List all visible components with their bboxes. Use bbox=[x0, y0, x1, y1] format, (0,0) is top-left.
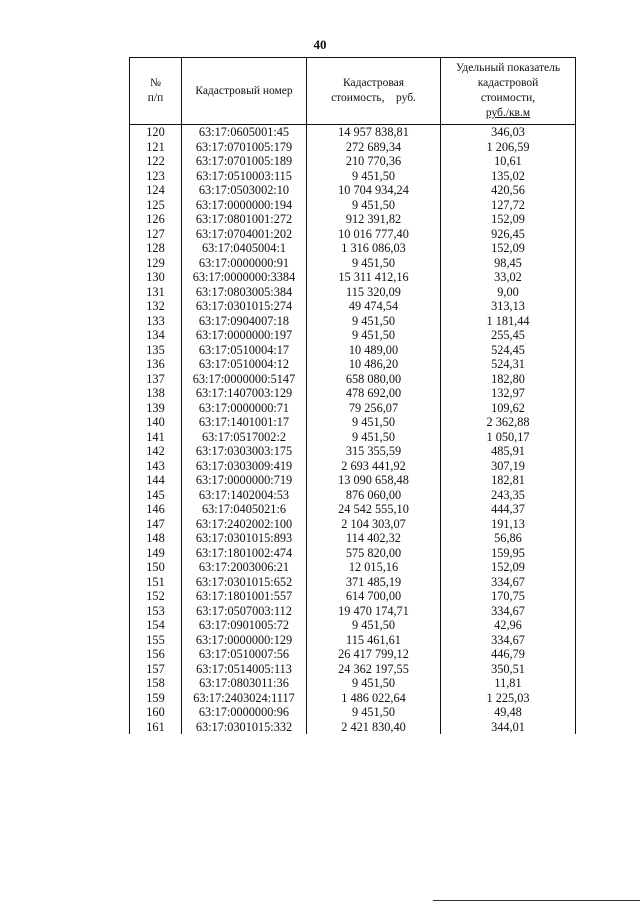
row-number-cell: 138 bbox=[130, 386, 182, 401]
cadastral-value-cell: 9 451,50 bbox=[307, 705, 441, 720]
cadastral-value-cell: 658 080,00 bbox=[307, 372, 441, 387]
table-row bbox=[130, 125, 576, 140]
page-number: 40 bbox=[313, 37, 327, 52]
specific-indicator-cell: 9,00 bbox=[441, 285, 576, 300]
cadastral-number-cell: 63:17:0503002:10 bbox=[182, 183, 307, 198]
cadastral-number-cell: 63:17:1401001:17 bbox=[182, 415, 307, 430]
row-number-cell: 135 bbox=[130, 343, 182, 358]
cadastral-value-table bbox=[129, 57, 576, 734]
cadastral-number-cell: 63:17:0510003:115 bbox=[182, 169, 307, 184]
row-number-cell: 160 bbox=[130, 705, 182, 720]
table-row bbox=[130, 372, 576, 387]
cadastral-number-cell: 63:17:1801001:557 bbox=[182, 589, 307, 604]
header-cadastral-number bbox=[182, 58, 307, 125]
table-row bbox=[130, 198, 576, 213]
row-number-cell: 161 bbox=[130, 720, 182, 735]
cadastral-number-cell: 63:17:0803011:36 bbox=[182, 676, 307, 691]
cadastral-number-cell: 63:17:0514005:113 bbox=[182, 662, 307, 677]
cadastral-value-cell: 1 316 086,03 bbox=[307, 241, 441, 256]
specific-indicator-cell: 159,95 bbox=[441, 546, 576, 561]
row-number-cell: 149 bbox=[130, 546, 182, 561]
specific-indicator-cell: 444,37 bbox=[441, 502, 576, 517]
cadastral-number-cell: 63:17:0303009:419 bbox=[182, 459, 307, 474]
cadastral-number-cell: 63:17:0510004:12 bbox=[182, 357, 307, 372]
table-row bbox=[130, 183, 576, 198]
header-cadastral-value-line2: стоимость, руб. bbox=[331, 92, 416, 104]
cadastral-value-cell: 19 470 174,71 bbox=[307, 604, 441, 619]
row-number-cell: 128 bbox=[130, 241, 182, 256]
cadastral-value-cell: 2 104 303,07 bbox=[307, 517, 441, 532]
cadastral-number-cell: 63:17:0510007:56 bbox=[182, 647, 307, 662]
cadastral-number-cell: 63:17:0000000:96 bbox=[182, 705, 307, 720]
specific-indicator-cell: 446,79 bbox=[441, 647, 576, 662]
specific-indicator-cell: 344,01 bbox=[441, 720, 576, 735]
row-number-cell: 136 bbox=[130, 357, 182, 372]
table-row bbox=[130, 357, 576, 372]
table-row bbox=[130, 589, 576, 604]
specific-indicator-cell: 152,09 bbox=[441, 560, 576, 575]
specific-indicator-cell: 135,02 bbox=[441, 169, 576, 184]
header-specific-indicator bbox=[441, 58, 576, 125]
row-number-cell: 147 bbox=[130, 517, 182, 532]
table-row bbox=[130, 575, 576, 590]
table-row bbox=[130, 488, 576, 503]
cadastral-value-cell: 1 486 022,64 bbox=[307, 691, 441, 706]
cadastral-value-cell: 9 451,50 bbox=[307, 415, 441, 430]
table-row bbox=[130, 720, 576, 735]
specific-indicator-cell: 10,61 bbox=[441, 154, 576, 169]
cadastral-number-cell: 63:17:2402002:100 bbox=[182, 517, 307, 532]
cadastral-value-cell: 13 090 658,48 bbox=[307, 473, 441, 488]
cadastral-value-cell: 2 421 830,40 bbox=[307, 720, 441, 735]
row-number-cell: 124 bbox=[130, 183, 182, 198]
cadastral-value-cell: 478 692,00 bbox=[307, 386, 441, 401]
cadastral-value-cell: 9 451,50 bbox=[307, 328, 441, 343]
specific-indicator-cell: 132,97 bbox=[441, 386, 576, 401]
table-row bbox=[130, 546, 576, 561]
header-specific-indicator-line1: Удельный показатель bbox=[455, 62, 561, 74]
cadastral-value-cell: 10 016 777,40 bbox=[307, 227, 441, 242]
table-header-row bbox=[130, 58, 576, 125]
table-row bbox=[130, 241, 576, 256]
row-number-cell: 153 bbox=[130, 604, 182, 619]
cadastral-number-cell: 63:17:0904007:18 bbox=[182, 314, 307, 329]
cadastral-number-cell: 63:17:0000000:71 bbox=[182, 401, 307, 416]
specific-indicator-cell: 255,45 bbox=[441, 328, 576, 343]
table-row bbox=[130, 662, 576, 677]
table-row bbox=[130, 444, 576, 459]
cadastral-value-cell: 9 451,50 bbox=[307, 169, 441, 184]
table-row bbox=[130, 343, 576, 358]
row-number-cell: 120 bbox=[130, 125, 182, 140]
cadastral-value-cell: 876 060,00 bbox=[307, 488, 441, 503]
specific-indicator-cell: 485,91 bbox=[441, 444, 576, 459]
row-number-cell: 130 bbox=[130, 270, 182, 285]
cadastral-number-cell: 63:17:0000000:719 bbox=[182, 473, 307, 488]
table-row bbox=[130, 473, 576, 488]
table-body bbox=[130, 125, 576, 735]
row-number-cell: 159 bbox=[130, 691, 182, 706]
table-row bbox=[130, 502, 576, 517]
row-number-cell: 158 bbox=[130, 676, 182, 691]
cadastral-number-cell: 63:17:1407003:129 bbox=[182, 386, 307, 401]
cadastral-value-cell: 10 486,20 bbox=[307, 357, 441, 372]
table-row bbox=[130, 560, 576, 575]
bottom-divider bbox=[433, 900, 640, 901]
cadastral-value-cell: 14 957 838,81 bbox=[307, 125, 441, 140]
table-row bbox=[130, 212, 576, 227]
cadastral-number-cell: 63:17:0301015:893 bbox=[182, 531, 307, 546]
header-row-number-line2: п/п bbox=[147, 92, 164, 104]
specific-indicator-cell: 346,03 bbox=[441, 125, 576, 140]
cadastral-value-cell: 15 311 412,16 bbox=[307, 270, 441, 285]
cadastral-number-cell: 63:17:0303003:175 bbox=[182, 444, 307, 459]
table-row bbox=[130, 169, 576, 184]
specific-indicator-cell: 182,80 bbox=[441, 372, 576, 387]
specific-indicator-cell: 1 181,44 bbox=[441, 314, 576, 329]
specific-indicator-cell: 109,62 bbox=[441, 401, 576, 416]
table-row bbox=[130, 256, 576, 271]
cadastral-value-cell: 115 461,61 bbox=[307, 633, 441, 648]
cadastral-value-cell: 12 015,16 bbox=[307, 560, 441, 575]
row-number-cell: 155 bbox=[130, 633, 182, 648]
specific-indicator-cell: 191,13 bbox=[441, 517, 576, 532]
table-row bbox=[130, 299, 576, 314]
header-cadastral-value-line1: Кадастровая bbox=[342, 77, 405, 89]
specific-indicator-cell: 243,35 bbox=[441, 488, 576, 503]
table-row bbox=[130, 401, 576, 416]
cadastral-number-cell: 63:17:0301015:652 bbox=[182, 575, 307, 590]
specific-indicator-cell: 524,45 bbox=[441, 343, 576, 358]
table-row bbox=[130, 227, 576, 242]
cadastral-number-cell: 63:17:1402004:53 bbox=[182, 488, 307, 503]
row-number-cell: 142 bbox=[130, 444, 182, 459]
specific-indicator-cell: 313,13 bbox=[441, 299, 576, 314]
row-number-cell: 139 bbox=[130, 401, 182, 416]
table-row bbox=[130, 633, 576, 648]
header-specific-indicator-line4: руб./кв.м bbox=[485, 107, 531, 119]
cadastral-value-cell: 614 700,00 bbox=[307, 589, 441, 604]
header-cadastral-value bbox=[307, 58, 441, 125]
row-number-cell: 126 bbox=[130, 212, 182, 227]
table-row bbox=[130, 604, 576, 619]
row-number-cell: 141 bbox=[130, 430, 182, 445]
specific-indicator-cell: 127,72 bbox=[441, 198, 576, 213]
header-row-number bbox=[130, 58, 182, 125]
cadastral-value-cell: 9 451,50 bbox=[307, 198, 441, 213]
cadastral-number-cell: 63:17:0704001:202 bbox=[182, 227, 307, 242]
cadastral-value-cell: 575 820,00 bbox=[307, 546, 441, 561]
cadastral-number-cell: 63:17:0507003:112 bbox=[182, 604, 307, 619]
cadastral-value-cell: 315 355,59 bbox=[307, 444, 441, 459]
cadastral-number-cell: 63:17:0000000:91 bbox=[182, 256, 307, 271]
specific-indicator-cell: 182,81 bbox=[441, 473, 576, 488]
cadastral-number-cell: 63:17:0301015:332 bbox=[182, 720, 307, 735]
table-row bbox=[130, 285, 576, 300]
specific-indicator-cell: 334,67 bbox=[441, 575, 576, 590]
row-number-cell: 133 bbox=[130, 314, 182, 329]
specific-indicator-cell: 49,48 bbox=[441, 705, 576, 720]
cadastral-value-cell: 10 489,00 bbox=[307, 343, 441, 358]
row-number-cell: 154 bbox=[130, 618, 182, 633]
table-row bbox=[130, 618, 576, 633]
specific-indicator-cell: 350,51 bbox=[441, 662, 576, 677]
specific-indicator-cell: 1 050,17 bbox=[441, 430, 576, 445]
cadastral-value-cell: 2 693 441,92 bbox=[307, 459, 441, 474]
specific-indicator-cell: 334,67 bbox=[441, 604, 576, 619]
table-row bbox=[130, 531, 576, 546]
specific-indicator-cell: 152,09 bbox=[441, 241, 576, 256]
row-number-cell: 144 bbox=[130, 473, 182, 488]
cadastral-value-cell: 371 485,19 bbox=[307, 575, 441, 590]
cadastral-number-cell: 63:17:0701005:179 bbox=[182, 140, 307, 155]
cadastral-number-cell: 63:17:0605001:45 bbox=[182, 125, 307, 140]
cadastral-number-cell: 63:17:0000000:197 bbox=[182, 328, 307, 343]
specific-indicator-cell: 420,56 bbox=[441, 183, 576, 198]
cadastral-value-cell: 9 451,50 bbox=[307, 256, 441, 271]
cadastral-value-cell: 49 474,54 bbox=[307, 299, 441, 314]
specific-indicator-cell: 56,86 bbox=[441, 531, 576, 546]
cadastral-value-cell: 9 451,50 bbox=[307, 676, 441, 691]
specific-indicator-cell: 334,67 bbox=[441, 633, 576, 648]
cadastral-number-cell: 63:17:0000000:194 bbox=[182, 198, 307, 213]
row-number-cell: 157 bbox=[130, 662, 182, 677]
cadastral-number-cell: 63:17:0510004:17 bbox=[182, 343, 307, 358]
header-specific-indicator-line3: стоимости, bbox=[480, 92, 536, 104]
row-number-cell: 122 bbox=[130, 154, 182, 169]
row-number-cell: 134 bbox=[130, 328, 182, 343]
row-number-cell: 129 bbox=[130, 256, 182, 271]
row-number-cell: 123 bbox=[130, 169, 182, 184]
table-row bbox=[130, 328, 576, 343]
header-cadastral-number-text: Кадастровый номер bbox=[195, 84, 293, 97]
table-row bbox=[130, 676, 576, 691]
specific-indicator-cell: 42,96 bbox=[441, 618, 576, 633]
table-row bbox=[130, 517, 576, 532]
header-row-number-line1: № bbox=[150, 77, 161, 89]
cadastral-number-cell: 63:17:0517002:2 bbox=[182, 430, 307, 445]
cadastral-number-cell: 63:17:0801001:272 bbox=[182, 212, 307, 227]
cadastral-value-cell: 114 402,32 bbox=[307, 531, 441, 546]
cadastral-value-cell: 272 689,34 bbox=[307, 140, 441, 155]
table-row bbox=[130, 415, 576, 430]
row-number-cell: 140 bbox=[130, 415, 182, 430]
row-number-cell: 137 bbox=[130, 372, 182, 387]
cadastral-value-cell: 24 362 197,55 bbox=[307, 662, 441, 677]
row-number-cell: 121 bbox=[130, 140, 182, 155]
cadastral-number-cell: 63:17:0405004:1 bbox=[182, 241, 307, 256]
cadastral-number-cell: 63:17:0301015:274 bbox=[182, 299, 307, 314]
table-row bbox=[130, 314, 576, 329]
cadastral-number-cell: 63:17:2403024:1117 bbox=[182, 691, 307, 706]
specific-indicator-cell: 152,09 bbox=[441, 212, 576, 227]
specific-indicator-cell: 1 225,03 bbox=[441, 691, 576, 706]
cadastral-number-cell: 63:17:1801002:474 bbox=[182, 546, 307, 561]
cadastral-value-cell: 115 320,09 bbox=[307, 285, 441, 300]
specific-indicator-cell: 170,75 bbox=[441, 589, 576, 604]
row-number-cell: 148 bbox=[130, 531, 182, 546]
specific-indicator-cell: 926,45 bbox=[441, 227, 576, 242]
row-number-cell: 150 bbox=[130, 560, 182, 575]
cadastral-number-cell: 63:17:0405021:6 bbox=[182, 502, 307, 517]
specific-indicator-cell: 11,81 bbox=[441, 676, 576, 691]
row-number-cell: 145 bbox=[130, 488, 182, 503]
table-row bbox=[130, 430, 576, 445]
row-number-cell: 131 bbox=[130, 285, 182, 300]
cadastral-number-cell: 63:17:0701005:189 bbox=[182, 154, 307, 169]
cadastral-value-cell: 210 770,36 bbox=[307, 154, 441, 169]
specific-indicator-cell: 524,31 bbox=[441, 357, 576, 372]
row-number-cell: 143 bbox=[130, 459, 182, 474]
cadastral-number-cell: 63:17:2003006:21 bbox=[182, 560, 307, 575]
specific-indicator-cell: 2 362,88 bbox=[441, 415, 576, 430]
cadastral-value-cell: 9 451,50 bbox=[307, 618, 441, 633]
row-number-cell: 125 bbox=[130, 198, 182, 213]
cadastral-value-cell: 26 417 799,12 bbox=[307, 647, 441, 662]
row-number-cell: 152 bbox=[130, 589, 182, 604]
cadastral-value-cell: 9 451,50 bbox=[307, 314, 441, 329]
cadastral-value-cell: 912 391,82 bbox=[307, 212, 441, 227]
row-number-cell: 151 bbox=[130, 575, 182, 590]
cadastral-number-cell: 63:17:0000000:129 bbox=[182, 633, 307, 648]
table-row bbox=[130, 459, 576, 474]
cadastral-value-cell: 10 704 934,24 bbox=[307, 183, 441, 198]
cadastral-number-cell: 63:17:0000000:3384 bbox=[182, 270, 307, 285]
table-row bbox=[130, 270, 576, 285]
specific-indicator-cell: 1 206,59 bbox=[441, 140, 576, 155]
cadastral-value-cell: 24 542 555,10 bbox=[307, 502, 441, 517]
table-row bbox=[130, 386, 576, 401]
cadastral-value-cell: 79 256,07 bbox=[307, 401, 441, 416]
specific-indicator-cell: 307,19 bbox=[441, 459, 576, 474]
row-number-cell: 127 bbox=[130, 227, 182, 242]
table-row bbox=[130, 154, 576, 169]
cadastral-number-cell: 63:17:0000000:5147 bbox=[182, 372, 307, 387]
cadastral-number-cell: 63:17:0803005:384 bbox=[182, 285, 307, 300]
row-number-cell: 132 bbox=[130, 299, 182, 314]
cadastral-number-cell: 63:17:0901005:72 bbox=[182, 618, 307, 633]
specific-indicator-cell: 33,02 bbox=[441, 270, 576, 285]
row-number-cell: 156 bbox=[130, 647, 182, 662]
table-row bbox=[130, 705, 576, 720]
specific-indicator-cell: 98,45 bbox=[441, 256, 576, 271]
header-specific-indicator-line2: кадастровой bbox=[477, 77, 539, 89]
row-number-cell: 146 bbox=[130, 502, 182, 517]
table-row bbox=[130, 647, 576, 662]
table-row bbox=[130, 691, 576, 706]
table-row bbox=[130, 140, 576, 155]
cadastral-value-cell: 9 451,50 bbox=[307, 430, 441, 445]
